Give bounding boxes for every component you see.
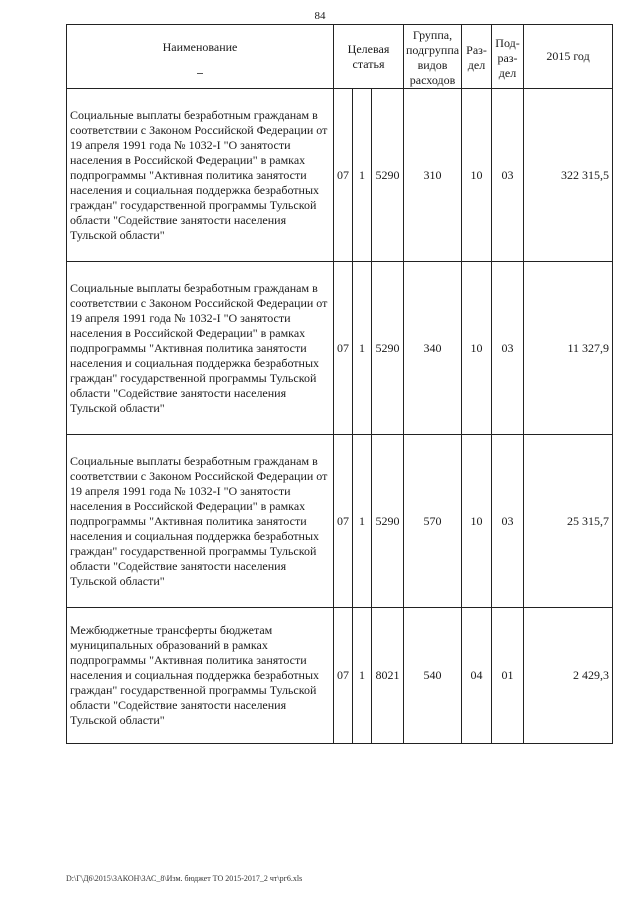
header-expense-group: Группа, подгруппа видов расходов [404, 25, 462, 89]
row-expense-group: 340 [404, 262, 462, 435]
row-section: 10 [462, 89, 492, 262]
table-row [67, 89, 613, 262]
row-amount: 25 315,7 [524, 435, 613, 608]
header-name: Наименование [67, 25, 334, 89]
page-number: 84 [314, 10, 326, 22]
row-target-part1: 07 [334, 262, 353, 435]
row-target-part2: 1 [353, 435, 372, 608]
row-amount: 2 429,3 [524, 608, 613, 744]
file-path-footer: D:\Г\Д6\2015\ЗАКОН\ЗАС_8\Изм. бюджет ТО 2015-2017_2 чт\рг6.xls [66, 874, 303, 883]
row-target-part1: 07 [334, 435, 353, 608]
table-row [67, 608, 613, 744]
row-target-part3: 5290 [372, 435, 404, 608]
row-target-part2: 1 [353, 89, 372, 262]
row-target-part1: 07 [334, 608, 353, 744]
row-target-part1: 07 [334, 89, 353, 262]
row-section: 04 [462, 608, 492, 744]
row-subsection: 01 [492, 608, 524, 744]
header-target-article: Целевая статья [334, 25, 404, 89]
row-name: Межбюджетные трансферты бюджетам муниципальных образований в рамках подпрограммы "Активная политика занятости населения и социальная поддержка безработных граждан" государственной программы Тульской области "Содействие занятости населения Тульской области" [67, 608, 334, 744]
header-year: 2015 год [524, 25, 613, 89]
row-name: Социальные выплаты безработным гражданам в соответствии с Законом Российской Федерации от 19 апреля 1991 года № 1032-I "О занятости населения в Российской Федерации" в рамках подпрограммы "Активная политика занятости населения и социальная поддержка безработных граждан" государственной программы Тульской области "Содействие занятости населения Тульской области" [67, 89, 334, 262]
row-target-part2: 1 [353, 608, 372, 744]
table-row [67, 435, 613, 608]
header-dash [197, 73, 203, 74]
row-section: 10 [462, 262, 492, 435]
header-subsection: Под-раз-дел [492, 25, 524, 89]
row-subsection: 03 [492, 262, 524, 435]
row-amount: 11 327,9 [524, 262, 613, 435]
table-row [67, 262, 613, 435]
row-target-part3: 8021 [372, 608, 404, 744]
row-target-part2: 1 [353, 262, 372, 435]
row-target-part3: 5290 [372, 89, 404, 262]
row-expense-group: 310 [404, 89, 462, 262]
row-expense-group: 570 [404, 435, 462, 608]
row-amount: 322 315,5 [524, 89, 613, 262]
row-target-part3: 5290 [372, 262, 404, 435]
row-name: Социальные выплаты безработным гражданам в соответствии с Законом Российской Федерации от 19 апреля 1991 года № 1032-I "О занятости населения в Российской Федерации" в рамках подпрограммы "Активная политика занятости населения и социальная поддержка безработных граждан" государственной программы Тульской области "Содействие занятости населения Тульской области" [67, 435, 334, 608]
row-name: Социальные выплаты безработным гражданам в соответствии с Законом Российской Федерации от 19 апреля 1991 года № 1032-I "О занятости населения в Российской Федерации" в рамках подпрограммы "Активная политика занятости населения и социальная поддержка безработных граждан" государственной программы Тульской области "Содействие занятости населения Тульской области" [67, 262, 334, 435]
row-subsection: 03 [492, 435, 524, 608]
budget-table [66, 24, 613, 744]
row-subsection: 03 [492, 89, 524, 262]
row-expense-group: 540 [404, 608, 462, 744]
table-header-row [67, 25, 613, 89]
row-section: 10 [462, 435, 492, 608]
header-section: Раз-дел [462, 25, 492, 89]
